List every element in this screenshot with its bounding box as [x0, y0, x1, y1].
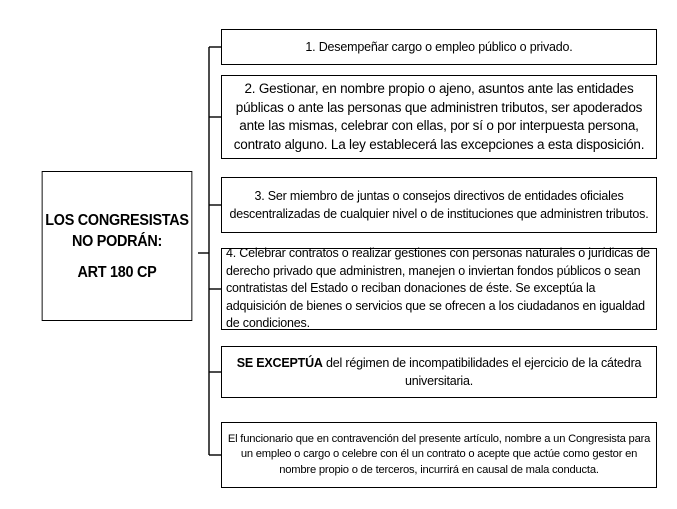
exception-label: SE EXCEPTÚA	[236, 356, 323, 370]
item-text-5	[226, 354, 652, 390]
item-text-4: 4. Celebrar contratos o realizar gestiones con personas naturales o jurídicas de derecho privado que administren, manejen o inviertan fondos públicos o sean contratistas del Estado o reciban donaciones de éste. Se exceptúa la adquisición de bienes o servicios que se ofrecen a los ciudadanos en igualdad de condiciones.	[226, 246, 650, 331]
main-title-line-3: ART 180 CP	[77, 263, 157, 281]
main-title-line-1: LOS CONGRESISTAS	[45, 211, 189, 229]
main-title-line-2: NO PODRÁN:	[71, 232, 163, 250]
item-text-2: 2. Gestionar, en nombre propio o ajeno, asuntos ante las entidades públicas o ante las personas que administren tributos, ser apoderados ante las mismas, celebrar con ellas, por sí o por interpuesta persona, contrato alguno. La ley establecerá las excepciones a esta disposición.	[233, 81, 645, 152]
item-box-5	[221, 346, 657, 398]
item-box-4	[221, 248, 657, 330]
item-text-6: El funcionario que en contravención del presente artículo, nombre a un Congresista para un empleo o cargo o celebre con él un contrato o acepte que actúe como gestor en nombre propio o de terceros, incurrirá en causal de mala conducta.	[227, 432, 651, 476]
item-box-3	[221, 177, 657, 233]
item-box-2	[221, 75, 657, 159]
item-text-1: 1. Desempeñar cargo o empleo público o privado.	[305, 40, 573, 54]
item-text-3: 3. Ser miembro de juntas o consejos directivos de entidades oficiales descentralizadas de cualquier nivel o de instituciones que administren tributos.	[229, 189, 649, 221]
item-box-1	[221, 29, 657, 65]
exception-text: del régimen de incompatibilidades el ejercicio de la cátedra universitaria.	[322, 356, 642, 388]
main-topic-box	[42, 171, 193, 321]
item-box-6	[221, 422, 657, 488]
